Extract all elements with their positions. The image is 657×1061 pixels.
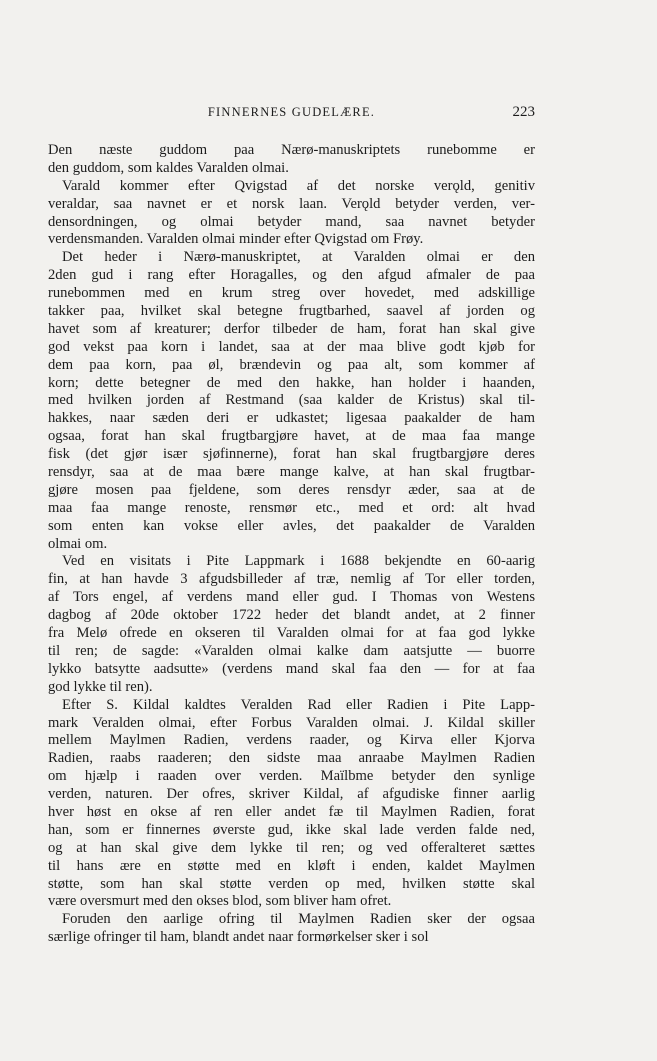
- text-line: til ren; de sagde: «Varalden olmai kalke dam aatsjutte — buorre: [48, 642, 535, 659]
- text-line: mark Veralden olmai, efter Forbus Varalden olmai. J. Kildal skiller: [48, 714, 535, 731]
- text-line: og at han skal give dem lykke til ren; og ved offeralteret sættes: [48, 839, 535, 856]
- text-line: som enten kan vokse eller avles, det paakalder de Varalden: [48, 517, 535, 534]
- text-line: med hvilken jorden af Restmand (saa kalder de Kristus) skal til-: [48, 392, 535, 409]
- text-line: Ved en visitats i Pite Lappmark i 1688 bekjendte en 60-aarig: [62, 553, 535, 570]
- text-line: havet som af kreaturer; derfor tilbeder de ham, forat han skal give: [48, 320, 535, 337]
- text-line: veraldar, saa navnet er et norsk laan. Verǫld betyder verden, ver-: [48, 195, 535, 212]
- text-line: takker paa, hvilket skal betegne frugtbarhed, saavel af jorden og: [48, 303, 535, 320]
- text-line: lykko batsytte aadsutte» (verdens mand skal faa den — for at faa: [48, 660, 535, 677]
- text-line: hver høst en okse af ren eller andet fæ til Maylmen Radien, forat: [48, 803, 535, 820]
- text-line: densordningen, og olmai betyder mand, saa navnet betyder: [48, 213, 535, 230]
- text-line: Efter S. Kildal kaldtes Veralden Rad eller Radien i Pite Lapp-: [62, 696, 535, 713]
- text-line: fin, at han havde 3 afgudsbilleder af træ, nemlig af Tor eller torden,: [48, 571, 535, 588]
- text-line: god vekst paa korn i landet, saa at der maa blive godt kjøb for: [48, 338, 535, 355]
- text-line: fra Melø ofrede en okseren til Varalden olmai for at faa god lykke: [48, 625, 535, 642]
- text-line: mellem Maylmen Radien, verdens raader, og Kirva eller Kjorva: [48, 732, 535, 749]
- text-line: gjøre mosen paa fjeldene, som deres rensdyr æder, saa at de: [48, 481, 535, 498]
- text-line: hakkes, naar sæden deri er udkastet; ligesaa paakalder de ham: [48, 410, 535, 427]
- text-line: Varald kommer efter Qvigstad af det norske verǫld, genitiv: [62, 177, 535, 194]
- running-title: FINNERNES GUDELÆRE.: [207, 105, 376, 119]
- text-line: om hjælp i raaden over verden. Maïlbme betyder den synlige: [48, 768, 535, 785]
- text-line: dem paa korn, paa øl, brændevin og paa alt, som kommer af: [48, 356, 535, 373]
- text-line: han, som er finnernes øverste gud, ikke skal lade verden falde ned,: [48, 821, 535, 838]
- paragraph: [48, 911, 535, 947]
- text-line: støtte, som han skal støtte verden op med, hvilken støtte skal: [48, 875, 535, 892]
- text-line: Radien, raabs raaderen; den sidste maa anraabe Maylmen Radien: [48, 750, 535, 767]
- text-line: verden, naturen. Der ofres, skriver Kildal, af afgudiske finner aarlig: [48, 786, 535, 803]
- text-line: 2den gud i rang efter Horagalles, og den afgud afmaler de paa: [48, 267, 535, 284]
- text-line: til hans ære en støtte med en kløft i enden, kaldet Maylmen: [48, 857, 535, 874]
- text-line: runebommen med en krum streg over hovedet, med adskillige: [48, 285, 535, 302]
- paragraph: [48, 249, 535, 553]
- body-text: [48, 142, 535, 947]
- text-line: dagbog af 20de oktober 1722 heder det blandt andet, at 2 finner: [48, 607, 535, 624]
- text-line: ogsaa, forat han skal frugtbargjøre havet, at de maa faa mange: [48, 428, 535, 445]
- text-line: særlige ofringer til ham, blandt andet naar formørkelser sker i sol: [48, 929, 429, 946]
- paragraph: [48, 142, 535, 178]
- text-line: af Tors engel, af verdens mand eller gud. I Thomas von Westens: [48, 589, 535, 606]
- text-line: korn; dette betegner de med den hakke, han holder i haanden,: [48, 374, 535, 391]
- text-line: verdensmanden. Varalden olmai minder efter Qvigstad om Frøy.: [48, 231, 424, 248]
- text-line: Det heder i Nærø-manuskriptet, at Varalden olmai er den: [62, 249, 535, 266]
- text-line: olmai om.: [48, 535, 108, 552]
- text-line: fisk (det gjør især sjøfinnerne), forat han skal frugtbargjøre deres: [48, 446, 535, 463]
- text-line: Foruden den aarlige ofring til Maylmen Radien sker der ogsaa: [62, 911, 535, 928]
- paragraph: [48, 553, 535, 696]
- paragraph: [48, 178, 535, 250]
- text-line: maa faa mange renoste, rensmør etc., med et ord: alt hvad: [48, 499, 535, 516]
- page-number: 223: [512, 104, 535, 120]
- text-line: være oversmurt med den okses blod, som bliver ham ofret.: [48, 893, 392, 910]
- paragraph: [48, 697, 535, 912]
- text-line: god lykke til ren).: [48, 678, 153, 695]
- page-header: [48, 105, 535, 125]
- text-line: rensdyr, saa at de maa bære mange kalve, at han skal frugtbar-: [48, 464, 535, 481]
- text-line: den guddom, som kaldes Varalden olmai.: [48, 159, 289, 176]
- text-line: Den næste guddom paa Nærø-manuskriptets runebomme er: [48, 142, 535, 158]
